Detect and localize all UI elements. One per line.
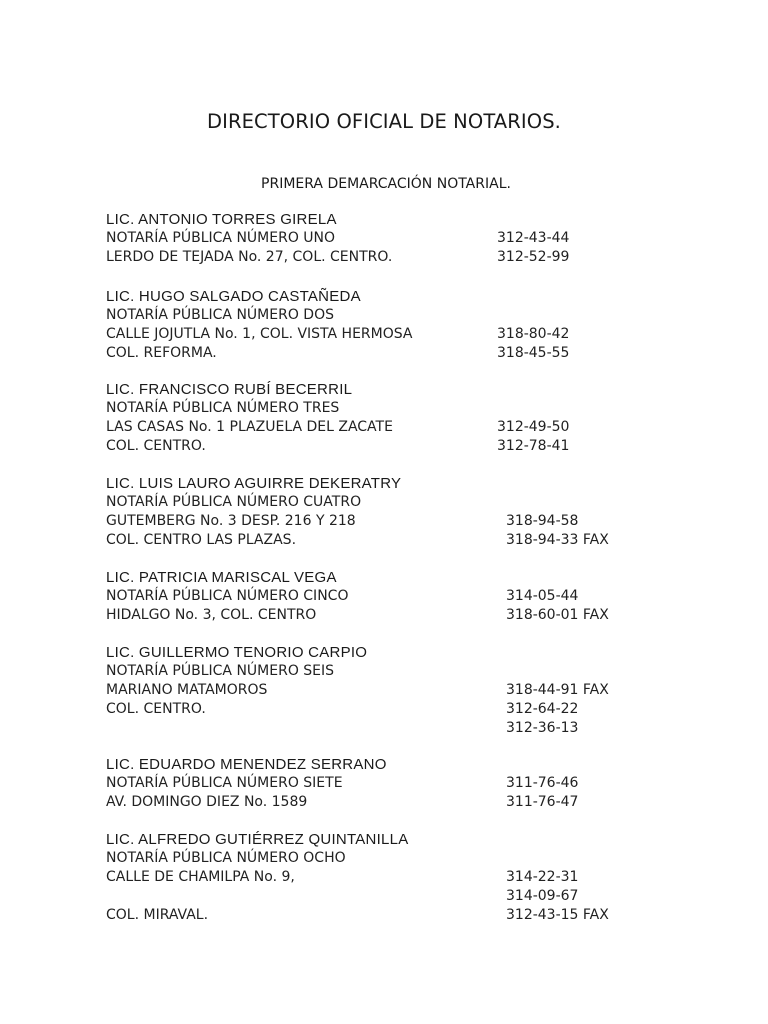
notary-detail-line	[106, 306, 666, 325]
notary-detail-line	[106, 229, 666, 248]
address-text: GUTEMBERG No. 3 DESP. 216 Y 218	[106, 513, 356, 529]
notary-name: LIC. GUILLERMO TENORIO CARPIO	[106, 644, 368, 661]
page-title: DIRECTORIO OFICIAL DE NOTARIOS.	[207, 110, 561, 133]
notary-detail-line	[106, 793, 666, 812]
address-text: CALLE JOJUTLA No. 1, COL. VISTA HERMOSA	[106, 326, 413, 342]
phone-number: 312-36-13	[506, 720, 579, 736]
address-text: NOTARÍA PÚBLICA NÚMERO DOS	[106, 307, 334, 323]
notary-entry	[106, 210, 666, 267]
notary-detail-line	[106, 700, 666, 719]
address-text: AV. DOMINGO DIEZ No. 1589	[106, 794, 308, 810]
address-text: COL. REFORMA.	[106, 345, 217, 361]
address-text: NOTARÍA PÚBLICA NÚMERO CINCO	[106, 588, 349, 604]
section-subtitle: PRIMERA DEMARCACIÓN NOTARIAL.	[261, 176, 511, 192]
address-text: NOTARÍA PÚBLICA NÚMERO SIETE	[106, 775, 343, 791]
address-text: COL. MIRAVAL.	[106, 907, 209, 923]
address-text: COL. CENTRO LAS PLAZAS.	[106, 532, 297, 548]
notary-name: LIC. ANTONIO TORRES GIRELA	[106, 211, 337, 228]
phone-number: 318-94-33 FAX	[506, 532, 609, 548]
notary-detail-line	[106, 681, 666, 700]
phone-number: 311-76-47	[506, 794, 579, 810]
phone-number: 312-78-41	[497, 438, 570, 454]
address-text: MARIANO MATAMOROS	[106, 682, 268, 698]
notary-detail-line	[106, 868, 666, 887]
address-text: COL. CENTRO.	[106, 438, 206, 454]
address-text: HIDALGO No. 3, COL. CENTRO	[106, 607, 317, 623]
notary-detail-line	[106, 719, 666, 738]
notary-entry	[106, 287, 666, 363]
notary-detail-line	[106, 887, 666, 906]
notary-detail-line	[106, 248, 666, 267]
address-text: COL. CENTRO.	[106, 701, 206, 717]
notary-entry	[106, 380, 666, 456]
address-text: NOTARÍA PÚBLICA NÚMERO TRES	[106, 400, 340, 416]
notary-detail-line	[106, 325, 666, 344]
phone-number: 312-64-22	[506, 701, 579, 717]
notary-entry	[106, 755, 666, 812]
phone-number: 312-43-15 FAX	[506, 907, 609, 923]
address-text: CALLE DE CHAMILPA No. 9,	[106, 869, 295, 885]
phone-number: 312-52-99	[497, 249, 570, 265]
phone-number: 318-94-58	[506, 513, 579, 529]
notary-entry	[106, 830, 666, 925]
notary-detail-line	[106, 849, 666, 868]
notary-detail-line	[106, 344, 666, 363]
notary-detail-line	[106, 418, 666, 437]
phone-number: 318-44-91 FAX	[506, 682, 609, 698]
phone-number: 318-45-55	[497, 345, 570, 361]
notary-detail-line	[106, 606, 666, 625]
address-text: NOTARÍA PÚBLICA NÚMERO UNO	[106, 230, 336, 246]
phone-number: 314-22-31	[506, 869, 579, 885]
notary-detail-line	[106, 512, 666, 531]
address-text: LAS CASAS No. 1 PLAZUELA DEL ZACATE	[106, 419, 393, 435]
notary-name: LIC. EDUARDO MENENDEZ SERRANO	[106, 756, 387, 773]
address-text: LERDO DE TEJADA No. 27, COL. CENTRO.	[106, 249, 393, 265]
notary-entry	[106, 474, 666, 550]
address-text: NOTARÍA PÚBLICA NÚMERO OCHO	[106, 850, 346, 866]
notary-detail-line	[106, 399, 666, 418]
notary-name: LIC. ALFREDO GUTIÉRREZ QUINTANILLA	[106, 831, 409, 848]
notary-name: LIC. LUIS LAURO AGUIRRE DEKERATRY	[106, 475, 402, 492]
notary-detail-line	[106, 493, 666, 512]
notary-detail-line	[106, 774, 666, 793]
phone-number: 314-05-44	[506, 588, 579, 604]
phone-number: 318-80-42	[497, 326, 570, 342]
notary-entry	[106, 568, 666, 625]
notary-name: LIC. HUGO SALGADO CASTAÑEDA	[106, 288, 361, 305]
notary-name: LIC. FRANCISCO RUBÍ BECERRIL	[106, 381, 353, 398]
phone-number: 312-43-44	[497, 230, 570, 246]
address-text: NOTARÍA PÚBLICA NÚMERO CUATRO	[106, 494, 362, 510]
notary-detail-line	[106, 437, 666, 456]
phone-number: 311-76-46	[506, 775, 579, 791]
notary-detail-line	[106, 531, 666, 550]
address-text: NOTARÍA PÚBLICA NÚMERO SEIS	[106, 663, 335, 679]
notary-name: LIC. PATRICIA MARISCAL VEGA	[106, 569, 337, 586]
phone-number: 314-09-67	[506, 888, 579, 904]
phone-number: 312-49-50	[497, 419, 570, 435]
notary-detail-line	[106, 662, 666, 681]
notary-entry	[106, 643, 666, 738]
notary-detail-line	[106, 587, 666, 606]
notary-detail-line	[106, 906, 666, 925]
phone-number: 318-60-01 FAX	[506, 607, 609, 623]
